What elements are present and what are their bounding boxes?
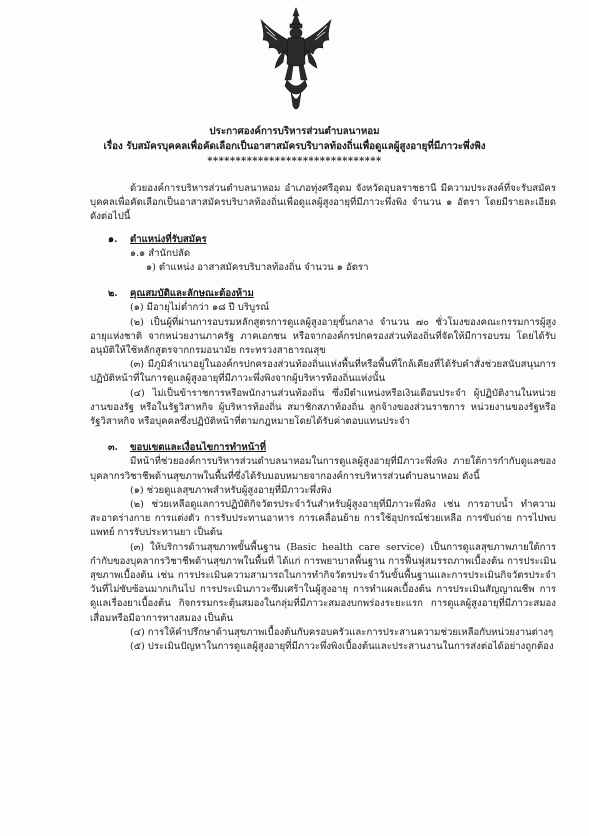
document-subject: เรื่อง รับสมัครบุคคลเพื่อคัดเลือกเป็นอาสาสมัครบริบาลท้องถิ่นเพื่อดูแลผู้สูงอายุที่มีภาวะพึ่งพิง bbox=[103, 141, 486, 152]
section-3-heading bbox=[90, 441, 556, 455]
section-3-number: ๓. bbox=[108, 442, 118, 454]
section-2-title: คุณสมบัติและลักษณะต้องห้าม bbox=[130, 288, 254, 300]
document-title: ประกาศองค์การบริหารส่วนตำบลนาหอม bbox=[209, 126, 380, 137]
section-2-item: (๓) มีภูมิลำเนาอยู่ในองค์กรปกครองส่วนท้องถิ่นแห่งพื้นที่หรือพื้นที่ใกล้เคียงที่ได้รับคำสั่งช่วยสนับสนุนการปฏิบัติหน้าที่ในการดูแลผู้สูงอายุที่มีภาวะพึ่งพิงจากผู้บริหารท้องถิ่นแห่งนั้น bbox=[90, 359, 556, 385]
section-3-item: (๒) ช่วยเหลือดูแลการปฏิบัติกิจวัตรประจำวันสำหรับผู้สูงอายุที่มีภาวะพึ่งพิง เช่น การอาบน้ำ ทำความสะอาดร่างกาย การแต่งตัว การรับประทานอาหาร การเคลื่อนย้าย การใช้อุปกรณ์ช่วยเหลือ การขับถ่าย การไปพบแพทย์ การรับประทานยา เป็นต้น bbox=[90, 499, 556, 539]
document-title-block bbox=[0, 124, 589, 169]
section-2-item: (๒) เป็นผู้ที่ผ่านการอบรมหลักสูตรการดูแลผู้สูงอายุขั้นกลาง จำนวน ๗๐ ชั่วโมงของคณะกรรมการผู้สูงอายุแห่งชาติ จากหน่วยงานภาครัฐ ภาคเอกชน หรือจากองค์กรปกครองส่วนท้องถิ่นที่จัดให้มีการอบรม โดยได้รับอนุมัติให้ใช้หลักสูตรจากกรมอนามัย กระทรวงสาธารณสุข bbox=[90, 316, 556, 357]
section-1-item: ๑) ตำแหน่ง อาสาสมัครบริบาลท้องถิ่น จำนวน ๑ อัตรา bbox=[146, 262, 369, 274]
section-2-item: (๔) ไม่เป็นข้าราชการหรือพนักงานส่วนท้องถิ่น ซึ่งมีตำแหน่งหรือเงินเดือนประจำ ผู้ปฏิบัติงานในหน่วยงานของรัฐ หรือในรัฐวิสาหกิจ ผู้บริหารท้องถิ่น สมาชิกสภาท้องถิ่น ลูกจ้างของส่วนราชการ หน่วยงานของรัฐหรือรัฐวิสาหกิจ หรือบุคคลซึ่งปฏิบัติหน้าที่ตามกฎหมายโดยได้รับค่าตอบแทนประจำ bbox=[90, 387, 556, 428]
section-1-heading bbox=[90, 233, 556, 247]
section-3-intro: มีหน้าที่ช่วยองค์การบริหารส่วนตำบลนาหอมในการดูแลผู้สูงอายุที่มีภาวะพึ่งพิง ภายใต้การกำกับดูแลของบุคลากรวิชาชีพด้านสุขภาพในพื้นที่ซึ่งได้รับมอบหมายจากองค์การบริหารส่วนตำบลนาหอม ดังนี้ bbox=[90, 456, 556, 482]
section-1-subheading: ๑.๑ สำนักปลัด bbox=[130, 247, 191, 259]
garuda-emblem-icon bbox=[255, 6, 337, 116]
document-body bbox=[90, 182, 556, 654]
section-3-title: ขอบเขตและเงื่อนไขการทำหน้าที่ bbox=[130, 442, 267, 454]
section-2-heading bbox=[90, 287, 556, 301]
section-3-item: (๔) การให้คำปรึกษาด้านสุขภาพเบื้องต้นกับครอบครัวและการประสานความช่วยเหลือกับหน่วยงานต่างๆ bbox=[130, 626, 554, 638]
intro-paragraph: ด้วยองค์การบริหารส่วนตำบลนาหอม อำเภอทุ่งศรีอุดม จังหวัดอุบลราชธานี มีความประสงค์ที่จะรับสมัครบุคคลเพื่อคัดเลือกเป็นอาสาสมัครบริบาลท้องถิ่นเพื่อดูแลผู้สูงอายุที่มีภาวะพึ่งพิง จำนวน ๑ อัตรา โดยมีรายละเอียดดังต่อไปนี้ bbox=[90, 183, 556, 223]
section-3-item: (๕) ประเมินปัญหาในการดูแลผู้สูงอายุที่มีภาวะพึ่งพิงเบื้องต้นและประสานงานในการส่งต่อได้อย่างถูกต้อง bbox=[130, 641, 554, 653]
section-3-item: (๑) ช่วยดูแลสุขภาพสำหรับผู้สูงอายุที่มีภาวะพึ่งพิง bbox=[130, 484, 332, 496]
section-1-title: ตำแหน่งที่รับสมัคร bbox=[130, 233, 207, 245]
section-1-number: ๑. bbox=[108, 233, 118, 245]
section-2-number: ๒. bbox=[108, 288, 118, 300]
title-divider-stars: ******************************* bbox=[207, 156, 382, 167]
section-2-item: (๑) มีอายุไม่ต่ำกว่า ๑๘ ปี บริบูรณ์ bbox=[130, 302, 270, 314]
section-3-item: (๓) ให้บริการด้านสุขภาพขั้นพื้นฐาน (Basic health care service) เป็นการดูแลสุขภาพภายใต้การกำกับของบุคลากรวิชาชีพด้านสุขภาพในพื้นที่ ได้แก่ การพยาบาลพื้นฐาน การฟื้นฟูสมรรถภาพเบื้องต้น การประเมินสุขภาพเบื้องต้น เช่น การประเมินความสามารถในการทำกิจวัตรประจำวันขั้นพื้นฐานและการประเมินกิจวัตรประจำวันที่ไม่ซับซ้อนมากเกินไป การประเมินภาวะซึมเศร้าในผู้สูงอายุ การทำแผลเบื้องต้น การประเมินสัญญาณชีพ การดูแลเรื่องยาเบื้องต้น กิจกรรมกระตุ้นสมองในกลุ่มที่มีภาวะสมองบกพร่องระยะแรก การดูแลผู้สูงอายุที่มีภาวะสมองเสื่อมหรือมีอาการทางสมอง เป็นต้น bbox=[90, 541, 556, 624]
